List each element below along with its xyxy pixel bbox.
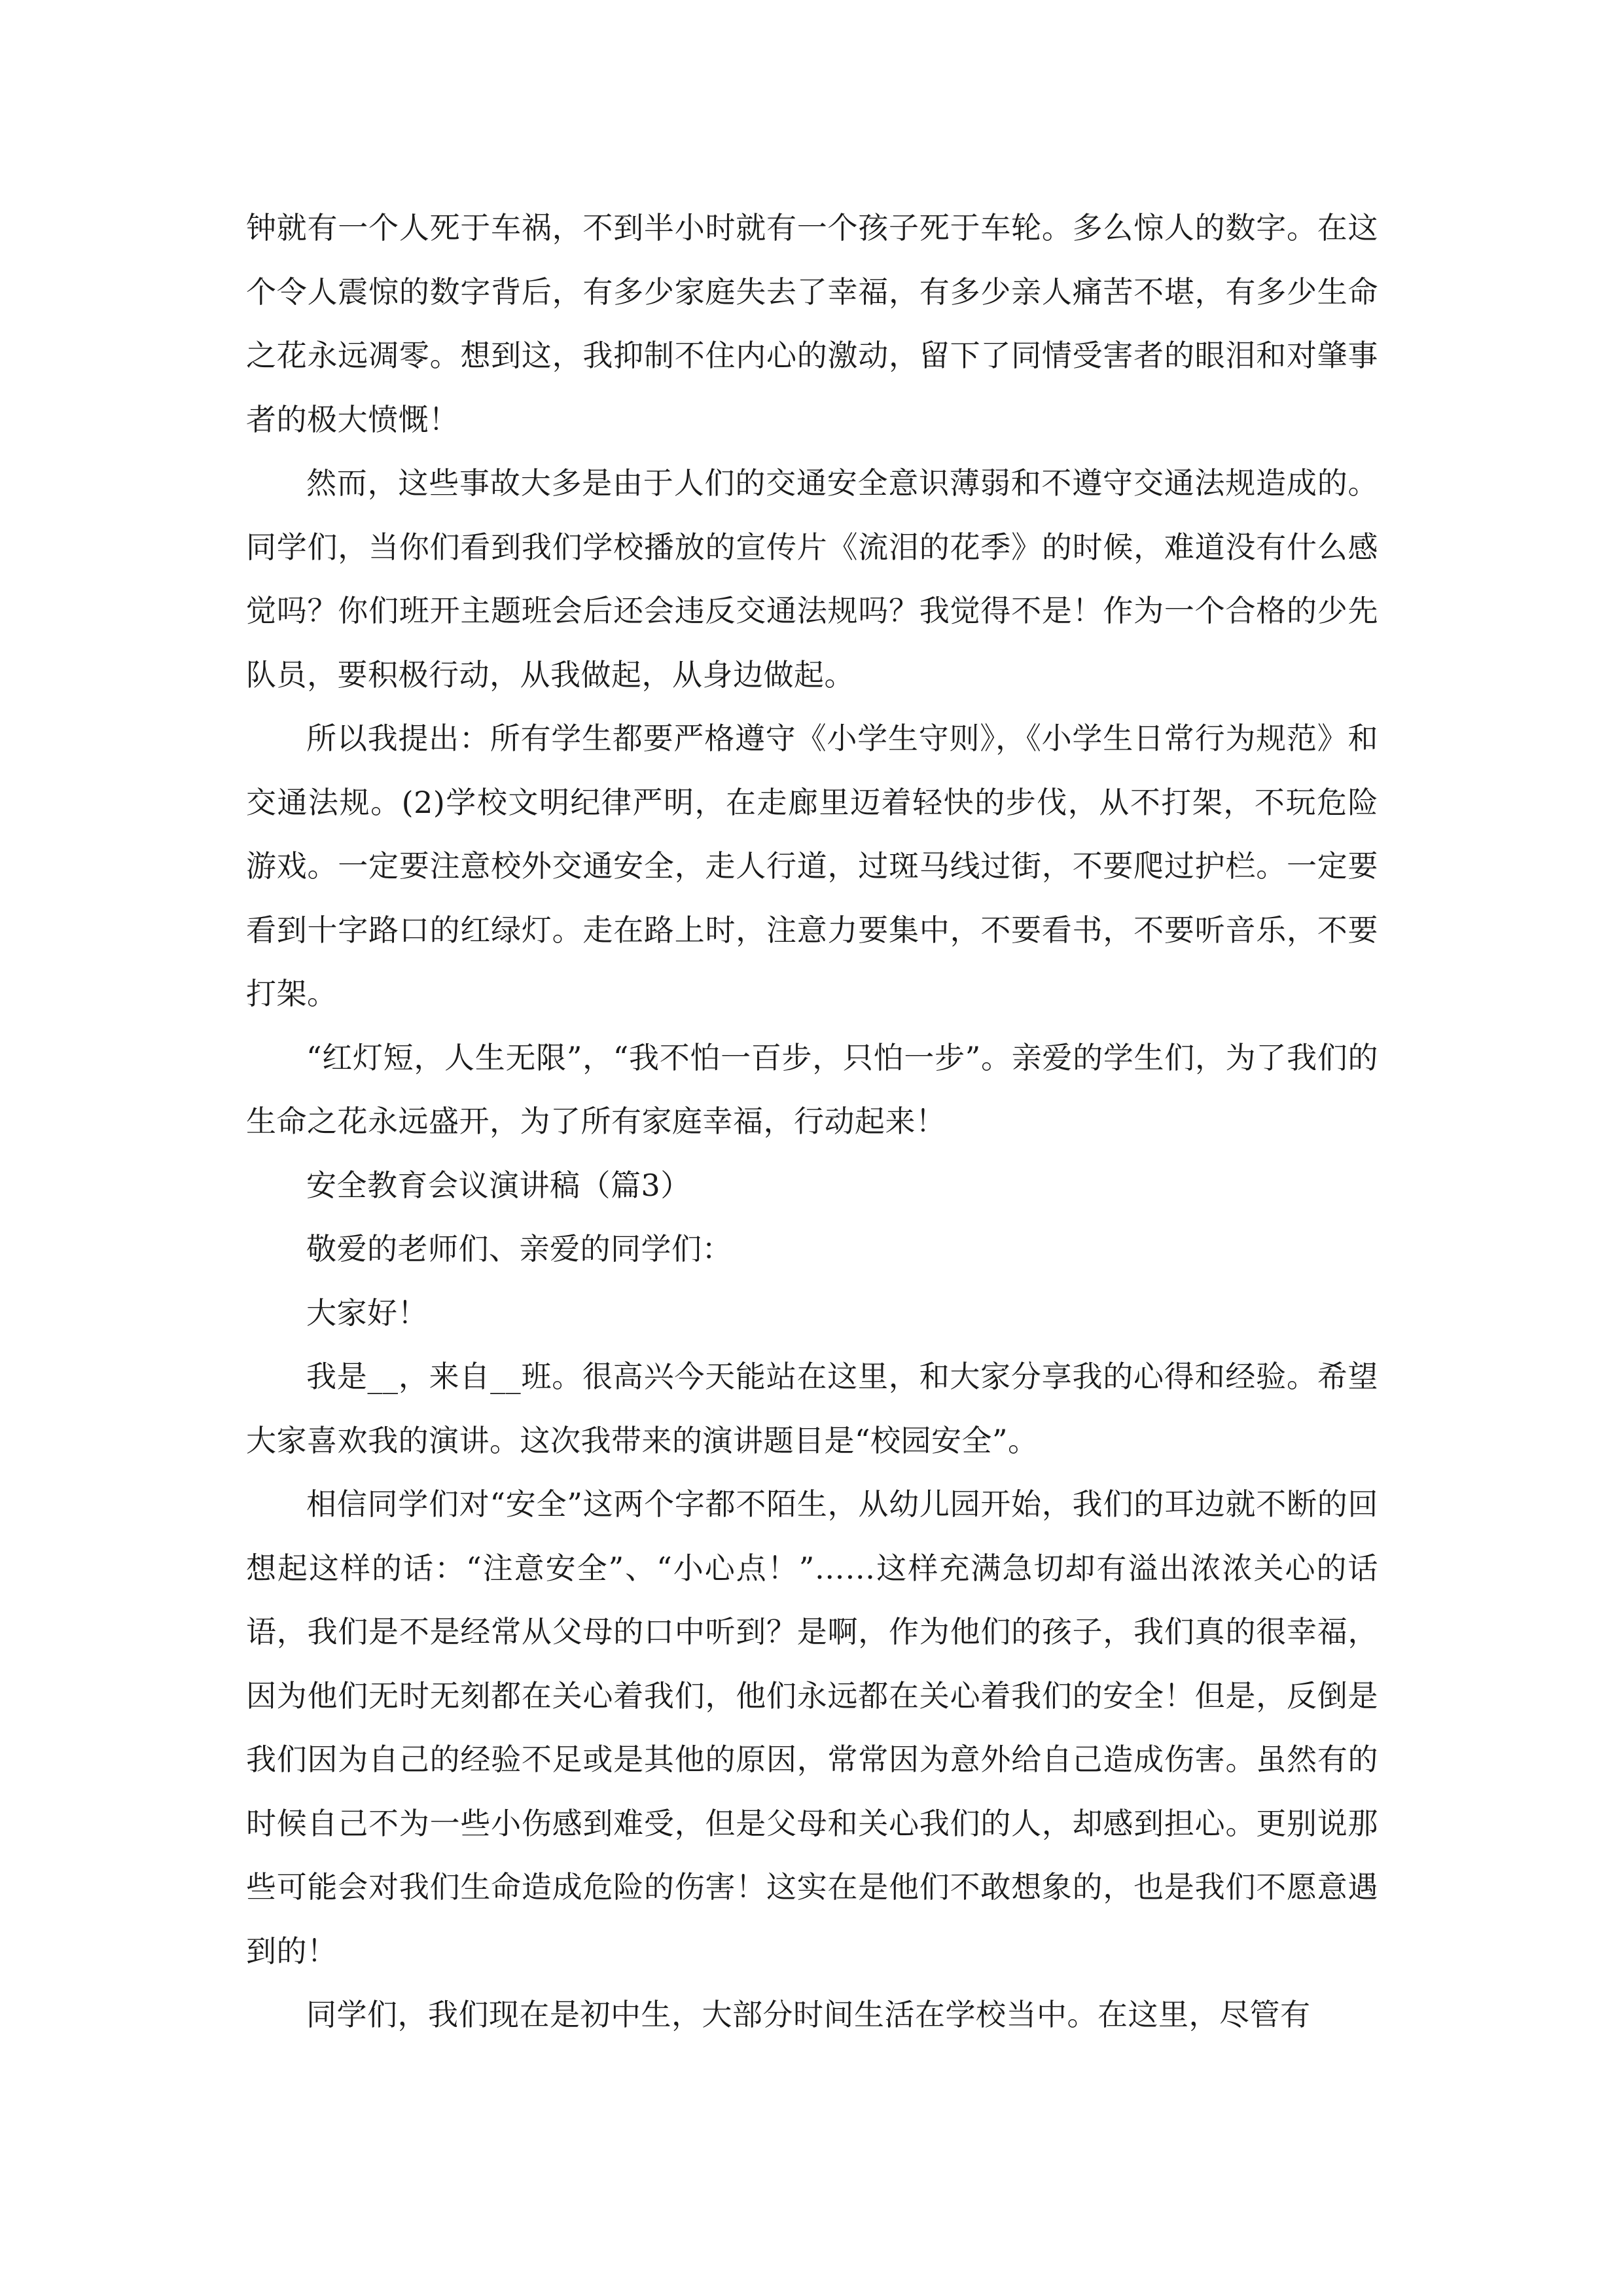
paragraph: 所以我提出：所有学生都要严格遵守《小学生守则》，《小学生日常行为规范》和交通法规。(2)学校文明纪律严明，在走廊里迈着轻快的步伐，从不打架，不玩危险游戏。一定要注意校外交通安全，走人行道，过斑马线过街，不要爬过护栏。一定要看到十字路口的红绿灯。走在路上时，注意力要集中，不要看书，不要听音乐，不要打架。 [246, 721, 1378, 1011]
paragraph: 我是__，来自__班。很高兴今天能站在这里，和大家分享我的心得和经验。希望大家喜欢我的演讲。这次我带来的演讲题目是“校园安全”。 [246, 1359, 1378, 1458]
paragraph: “红灯短，人生无限”，“我不怕一百步，只怕一步”。亲爱的学生们，为了我们的生命之花永远盛开，为了所有家庭幸福，行动起来！ [246, 1039, 1378, 1139]
greeting: 大家好！ [306, 1295, 428, 1331]
paragraph: 相信同学们对“安全”这两个字都不陌生，从幼儿园开始，我们的耳边就不断的回想起这样的话：“注意安全”、“小心点！”……这样充满急切却有溢出浓浓关心的话语，我们是不是经常从父母的口中听到？是啊，作为他们的孩子，我们真的很幸福，因为他们无时无刻都在关心着我们，他们永远都在关心着我们的安全！但是，反倒是我们因为自己的经验不足或是其他的原因，常常因为意外给自己造成伤害。虽然有的时候自己不为一些小伤感到难受，但是父母和关心我们的人，却感到担心。更别说那些可能会对我们生命造成危险的伤害！这实在是他们不敢想象的，也是我们不愿意遇到的！ [246, 1486, 1378, 1969]
document-body [246, 196, 1378, 2047]
salutation: 敬爱的老师们、亲爱的同学们： [306, 1231, 732, 1266]
section-title: 安全教育会议演讲稿（篇3） [306, 1167, 691, 1203]
paragraph: 同学们，我们现在是初中生，大部分时间生活在学校当中。在这里，尽管有 [306, 1997, 1311, 2032]
paragraph: 然而，这些事故大多是由于人们的交通安全意识薄弱和不遵守交通法规造成的。同学们，当你们看到我们学校播放的宣传片《流泪的花季》的时候，难道没有什么感觉吗？你们班开主题班会后还会违反交通法规吗？我觉得不是！作为一个合格的少先队员，要积极行动，从我做起，从身边做起。 [246, 465, 1378, 692]
paragraph-continued: 钟就有一个人死于车祸，不到半小时就有一个孩子死于车轮。多么惊人的数字。在这个令人震惊的数字背后，有多少家庭失去了幸福，有多少亲人痛苦不堪，有多少生命之花永远凋零。想到这，我抑制不住内心的激动，留下了同情受害者的眼泪和对肇事者的极大愤慨！ [246, 210, 1378, 437]
